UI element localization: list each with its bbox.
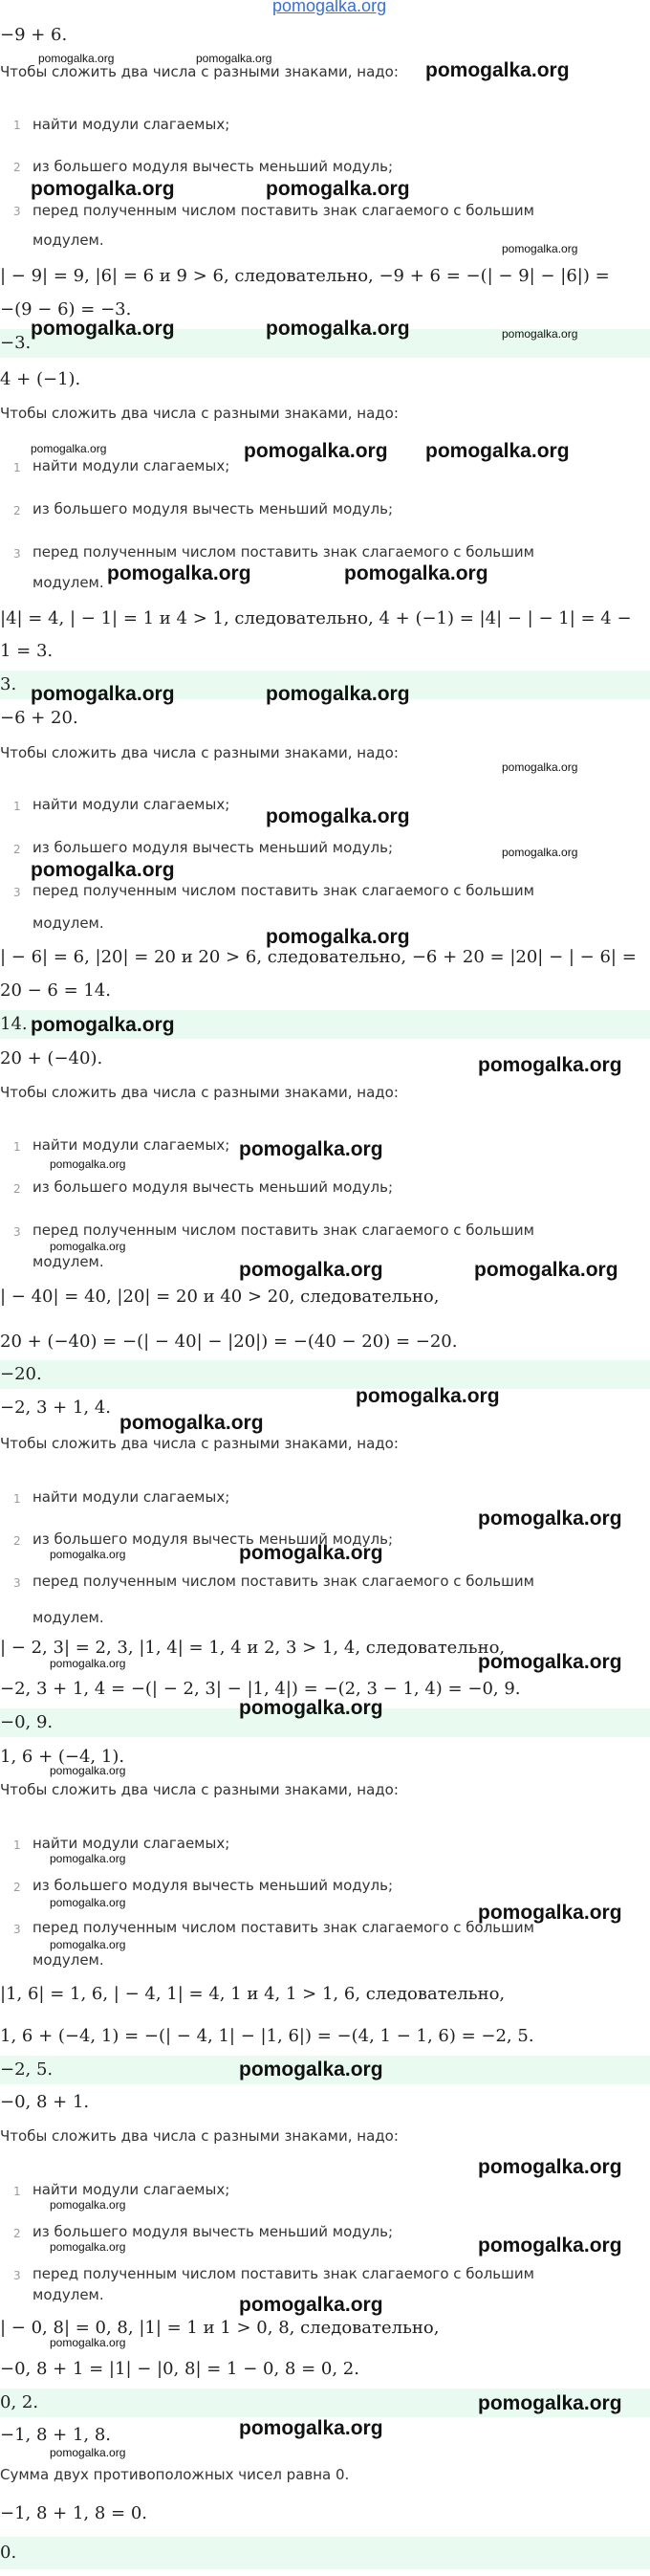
watermark: pomogalka.org	[266, 926, 410, 948]
list-number: 3	[13, 2269, 21, 2282]
watermark: pomogalka.org	[50, 1657, 126, 1670]
watermark: pomogalka.org	[478, 2235, 622, 2257]
answer-band	[0, 1360, 650, 1389]
list-item: найти модули слагаемых;	[32, 2181, 230, 2198]
list-number: 3	[13, 1923, 21, 1936]
list-number: 1	[13, 1140, 21, 1154]
list-item: перед полученным числом поставить знак слагаемого с большим	[32, 1919, 534, 1936]
list-number: 1	[13, 800, 21, 813]
list-number: 1	[13, 119, 21, 132]
list-item: из большего модуля вычесть меньший модуль;	[32, 839, 394, 856]
example-6-calc: |1, 6| = 1, 6, | − 4, 1| = 4, 1 и 4, 1 > 1, 6, следовательно,	[0, 1984, 506, 2004]
list-item: из большего модуля вычесть меньший модуль;	[32, 500, 394, 517]
list-item: перед полученным числом поставить знак слагаемого с большим	[32, 1222, 534, 1239]
list-item: найти модули слагаемых;	[32, 1136, 230, 1154]
watermark: pomogalka.org	[266, 805, 410, 827]
example-1-calc: | − 9| = 9, |6| = 6 и 9 > 6, следовательно, −9 + 6 = −(| − 9| − |6|) =	[0, 266, 610, 286]
watermark: pomogalka.org	[244, 440, 388, 462]
watermark: pomogalka.org	[266, 178, 410, 200]
example-1-expression: −9 + 6.	[0, 25, 68, 45]
list-number: 2	[13, 843, 21, 856]
example-3-expression: −6 + 20.	[0, 708, 78, 728]
list-item: перед полученным числом поставить знак слагаемого с большим	[32, 1573, 534, 1590]
watermark: pomogalka.org	[425, 59, 570, 81]
watermark: pomogalka.org	[31, 178, 175, 200]
watermark: pomogalka.org	[50, 1764, 126, 1777]
example-3-calc: | − 6| = 6, |20| = 20 и 20 > 6, следовательно, −6 + 20 = |20| − | − 6| =	[0, 947, 637, 967]
watermark: pomogalka.org	[31, 683, 175, 705]
watermark: pomogalka.org	[474, 1259, 618, 1281]
watermark: pomogalka.org	[50, 2336, 126, 2349]
list-number: 2	[13, 504, 21, 517]
example-7-answer: 0, 2.	[0, 2392, 39, 2412]
example-5-answer: −0, 9.	[0, 1712, 54, 1732]
watermark: pomogalka.org	[344, 562, 488, 584]
list-item: модулем.	[32, 1951, 104, 1969]
watermark: pomogalka.org	[38, 52, 115, 65]
watermark: pomogalka.org	[31, 318, 175, 340]
list-item: модулем.	[32, 2286, 104, 2303]
example-8-expression: −1, 8 + 1, 8.	[0, 2425, 112, 2445]
list-number: 3	[13, 205, 21, 218]
list-item: перед полученным числом поставить знак слагаемого с большим	[32, 2265, 534, 2282]
list-item: модулем.	[32, 1609, 104, 1626]
list-item: перед полученным числом поставить знак слагаемого с большим	[32, 202, 534, 219]
example-4-expression: 20 + (−40).	[0, 1048, 103, 1068]
list-item: найти модули слагаемых;	[32, 457, 230, 474]
watermark: pomogalka.org	[478, 1508, 622, 1530]
watermark: pomogalka.org	[502, 242, 578, 255]
rule-text: Чтобы сложить два числа с разными знаками, надо:	[0, 1435, 399, 1452]
list-number: 3	[13, 886, 21, 899]
watermark: pomogalka.org	[478, 1054, 622, 1076]
list-number: 2	[13, 2227, 21, 2240]
watermark: pomogalka.org	[50, 1896, 126, 1909]
list-number: 1	[13, 1838, 21, 1852]
watermark: pomogalka.org	[502, 327, 578, 341]
watermark: pomogalka.org	[478, 1651, 622, 1673]
watermark: pomogalka.org	[239, 2059, 383, 2081]
watermark: pomogalka.org	[266, 318, 410, 340]
watermark: pomogalka.org	[50, 1157, 126, 1171]
example-1-calc: −(9 − 6) = −3.	[0, 299, 132, 319]
list-item: найти модули слагаемых;	[32, 116, 230, 133]
list-item: из большего модуля вычесть меньший модуль;	[32, 2223, 394, 2240]
example-1-answer: −3.	[0, 333, 32, 353]
watermark: pomogalka.org	[50, 2198, 126, 2212]
watermark: pomogalka.org	[239, 2417, 383, 2439]
answer-band	[0, 2537, 650, 2569]
list-number: 2	[13, 161, 21, 174]
example-5-expression: −2, 3 + 1, 4.	[0, 1398, 112, 1418]
example-5-calc: −2, 3 + 1, 4 = −(| − 2, 3| − |1, 4|) = −(2, 3 − 1, 4) = −0, 9.	[0, 1679, 521, 1699]
rule-text: Чтобы сложить два числа с разными знаками, надо:	[0, 744, 399, 761]
rule-text: Сумма двух противоположных чисел равна 0.	[0, 2466, 350, 2483]
example-3-answer: 14.	[0, 1014, 28, 1034]
watermark: pomogalka.org	[502, 760, 578, 774]
list-item: из большего модуля вычесть меньший модуль;	[32, 1530, 394, 1548]
list-item: из большего модуля вычесть меньший модуль;	[32, 158, 394, 175]
list-item: найти модули слагаемых;	[32, 1835, 230, 1852]
example-4-calc: 20 + (−40) = −(| − 40| − |20|) = −(40 − 20) = −20.	[0, 1332, 458, 1352]
rule-text: Чтобы сложить два числа с разными знаками, надо:	[0, 405, 399, 422]
rule-text: Чтобы сложить два числа с разными знаками, надо:	[0, 1084, 399, 1101]
list-item: найти модули слагаемых;	[32, 1488, 230, 1506]
example-6-calc: 1, 6 + (−4, 1) = −(| − 4, 1| − |1, 6|) = −(4, 1 − 1, 6) = −2, 5.	[0, 2026, 534, 2046]
example-2-expression: 4 + (−1).	[0, 369, 81, 389]
watermark: pomogalka.org	[50, 1852, 126, 1865]
list-item: из большего модуля вычесть меньший модуль;	[32, 1178, 394, 1196]
watermark: pomogalka.org	[478, 1902, 622, 1924]
example-7-calc: | − 0, 8| = 0, 8, |1| = 1 и 1 > 0, 8, следовательно,	[0, 2318, 440, 2338]
watermark: pomogalka.org	[356, 1385, 500, 1407]
list-number: 2	[13, 1534, 21, 1548]
list-item: найти модули слагаемых;	[32, 796, 230, 813]
watermark: pomogalka.org	[50, 2446, 126, 2459]
watermark: pomogalka.org	[50, 1548, 126, 1561]
site-link[interactable]: pomogalka.org	[272, 0, 387, 15]
example-2-answer: 3.	[0, 674, 17, 694]
watermark: pomogalka.org	[50, 1938, 126, 1951]
list-number: 1	[13, 1492, 21, 1506]
watermark: pomogalka.org	[239, 1697, 383, 1719]
watermark: pomogalka.org	[239, 1138, 383, 1160]
example-5-calc: | − 2, 3| = 2, 3, |1, 4| = 1, 4 и 2, 3 > 1, 4, следовательно,	[0, 1638, 506, 1658]
watermark: pomogalka.org	[119, 1412, 264, 1434]
watermark: pomogalka.org	[31, 442, 107, 455]
watermark: pomogalka.org	[425, 440, 570, 462]
example-2-calc: |4| = 4, | − 1| = 1 и 4 > 1, следовательно, 4 + (−1) = |4| − | − 1| = 4 −	[0, 608, 632, 628]
watermark: pomogalka.org	[31, 859, 175, 881]
watermark: pomogalka.org	[478, 2156, 622, 2178]
example-7-calc: −0, 8 + 1 = |1| − |0, 8| = 1 − 0, 8 = 0, 2.	[0, 2359, 359, 2379]
list-item: модулем.	[32, 574, 104, 591]
list-number: 3	[13, 547, 21, 561]
rule-text: Чтобы сложить два числа с разными знаками, надо:	[0, 2127, 399, 2145]
watermark: pomogalka.org	[31, 1014, 175, 1036]
watermark: pomogalka.org	[239, 1542, 383, 1564]
list-number: 3	[13, 1225, 21, 1239]
rule-text: Чтобы сложить два числа с разными знаками, надо:	[0, 1781, 399, 1798]
list-item: модулем.	[32, 1253, 104, 1270]
list-item: перед полученным числом поставить знак слагаемого с большим	[32, 543, 534, 561]
list-number: 1	[13, 461, 21, 474]
example-3-calc: 20 − 6 = 14.	[0, 980, 112, 1001]
example-6-answer: −2, 5.	[0, 2059, 54, 2080]
list-number: 1	[13, 2185, 21, 2198]
list-number: 3	[13, 1576, 21, 1590]
watermark: pomogalka.org	[196, 52, 272, 65]
list-item: модулем.	[32, 914, 104, 932]
watermark: pomogalka.org	[50, 2240, 126, 2254]
list-item: перед полученным числом поставить знак слагаемого с большим	[32, 882, 534, 899]
example-8-calc: −1, 8 + 1, 8 = 0.	[0, 2503, 148, 2523]
example-2-calc: 1 = 3.	[0, 641, 54, 661]
watermark: pomogalka.org	[239, 1259, 383, 1281]
watermark: pomogalka.org	[502, 846, 578, 859]
watermark: pomogalka.org	[478, 2392, 622, 2414]
list-number: 2	[13, 1881, 21, 1894]
example-4-calc: | − 40| = 40, |20| = 20 и 40 > 20, следовательно,	[0, 1287, 440, 1307]
example-8-answer: 0.	[0, 2543, 17, 2563]
example-7-expression: −0, 8 + 1.	[0, 2092, 90, 2112]
list-item: модулем.	[32, 231, 104, 249]
watermark: pomogalka.org	[239, 2294, 383, 2316]
example-6-expression: 1, 6 + (−4, 1).	[0, 1747, 125, 1767]
rule-text: Чтобы сложить два числа с разными знаками, надо:	[0, 63, 399, 80]
example-4-answer: −20.	[0, 1364, 42, 1384]
watermark: pomogalka.org	[107, 562, 251, 584]
list-number: 2	[13, 1182, 21, 1196]
list-item: из большего модуля вычесть меньший модуль;	[32, 1877, 394, 1894]
watermark: pomogalka.org	[266, 683, 410, 705]
watermark: pomogalka.org	[50, 1240, 126, 1253]
